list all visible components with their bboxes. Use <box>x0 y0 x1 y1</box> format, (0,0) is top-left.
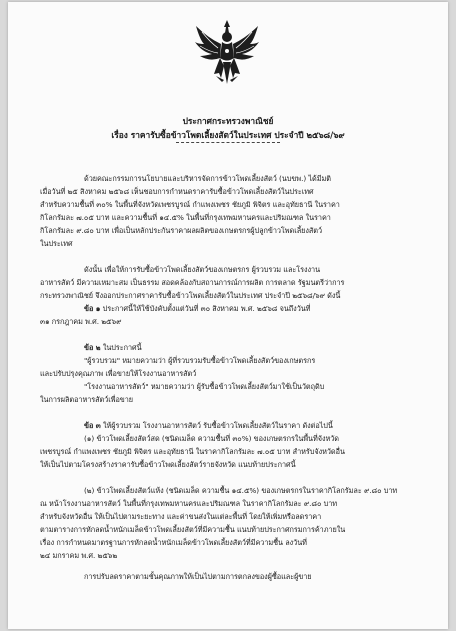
announcement-title: ประกาศกระทรวงพาณิชย์ <box>182 116 274 126</box>
intro-line: ในประเทศ <box>40 239 73 248</box>
clause-2-line: "ผู้รวบรวม" หมายความว่า ผู้ที่รวบรวมรับซื้อข้าวโพดเลี้ยงสัตว์ของเกษตรกร <box>84 356 316 365</box>
clause-3-line: (๑) ข้าวโพดเลี้ยงสัตว์สด (ชนิดเมล็ด ความชื้นที่ ๓๐%) ของเกษตรกรในพื้นที่จังหวัด <box>84 434 339 443</box>
announcement-subject <box>0 128 456 142</box>
therefore-line: ดังนั้น เพื่อให้การรับซื้อข้าวโพดเลี้ยงสัตว์ของเกษตรกร ผู้รวบรวม และโรงงาน <box>84 265 321 274</box>
clause-2-line: ในการผลิตอาหารสัตว์เพื่อขาย <box>40 395 134 404</box>
subject-text: ราคารับซื้อข้าวโพดเลี้ยงสัตว์ในประเทศ ประจำปี ๒๕๖๘/๖๙ <box>130 130 345 140</box>
subject-label: เรื่อง <box>111 130 128 140</box>
clause-1-text: ประกาศนี้ให้ใช้บังคับตั้งแต่วันที่ ๓๐ สิงหาคม พ.ศ. ๒๕๖๘ จนถึงวันที่ <box>102 304 311 313</box>
clause-2-title: ในประกาศนี้ <box>102 343 142 352</box>
intro-line: ด้วยคณะกรรมการนโยบายและบริหารจัดการข้าวโพดเลี้ยงสัตว์ (นบขพ.) ได้มีมติ <box>84 174 331 183</box>
clause-2-label: ข้อ ๒ <box>84 343 101 352</box>
clause-2-line: และปรับปรุงคุณภาพ เพื่อขายให้โรงงานอาหารสัตว์ <box>40 369 197 378</box>
clause-3-line: ตามตารางการหักลดน้ำหนักเมล็ดข้าวโพดเลี้ยงสัตว์ที่มีความชื้น แนบท้ายประกาศกรมการค้าภายใน <box>40 525 346 534</box>
clause-3-line: เรื่อง การกำหนดมาตรฐานการหักลดน้ำหนักเมล็ดข้าวโพดเลี้ยงสัตว์ที่มีความชื้น ลงวันที่ <box>40 538 307 547</box>
clause-1-label: ข้อ ๑ <box>84 304 101 313</box>
therefore-line: กระทรวงพาณิชย์ จึงออกประกาศราคารับซื้อข้าวโพดเลี้ยงสัตว์ในประเทศ ประจำปี ๒๕๖๘/๖๙ ดังนี้ <box>40 291 341 300</box>
therefore-line: อาหารสัตว์ มีความเหมาะสม เป็นธรรม สอดคล้องกับสถานการณ์การผลิต การตลาด รัฐมนตรีว่าการ <box>40 278 345 287</box>
clause-3-line: ให้เป็นไปตามโครงสร้างราคารับซื้อข้าวโพดเลี้ยงสัตว์รายจังหวัด แนบท้ายประกาศนี้ <box>40 460 296 469</box>
clause-3-label: ข้อ ๓ <box>84 421 101 430</box>
intro-line: เมื่อวันที่ ๒๕ สิงหาคม ๒๕๖๘ เห็นชอบการกำหนดราคารับซื้อข้าวโพดเลี้ยงสัตว์ในประเทศ <box>40 187 314 196</box>
document-page <box>8 2 448 629</box>
clause-3-line: (๒) ข้าวโพดเลี้ยงสัตว์แห้ง (ชนิดเมล็ด ความชื้น ๑๔.๕%) ของเกษตรกรในราคากิโลกรัมละ ๙.๘๐ บาท <box>84 486 398 495</box>
clause-3-heading <box>84 421 333 430</box>
clause-1-line: ๓๑ กรกฎาคม พ.ศ. ๒๕๖๙ <box>40 317 122 326</box>
clause-2-line: "โรงงานอาหารสัตว์" หมายความว่า ผู้รับซื้อข้าวโพดเลี้ยงสัตว์มาใช้เป็นวัตถุดิบ <box>84 382 325 391</box>
garuda-emblem-icon <box>194 18 260 88</box>
intro-line: สำหรับความชื้นที่ ๓๐% ในพื้นที่จังหวัดเพชรบูรณ์ กำแพงเพชร ชัยภูมิ พิจิตร และอุทัยธานี ในราคา <box>40 200 340 209</box>
clause-3-line: เพชรบูรณ์ กำแพงเพชร ชัยภูมิ พิจิตร และอุทัยธานี ในราคากิโลกรัมละ ๗.๐๕ บาท สำหรับจังหวัดอื่น <box>40 447 345 456</box>
clause-3-line: ณ หน้าโรงงานอาหารสัตว์ ในพื้นที่กรุงเทพมหานครและปริมณฑล ในราคากิโลกรัมละ ๙.๘๐ บาท <box>40 499 338 508</box>
clause-3-line: ๒๔ มกราคม พ.ศ. ๒๕๖๒ <box>40 551 118 560</box>
footer-line: การปรับลดราคาตามชั้นคุณภาพให้เป็นไปตามการตกลงของผู้ซื้อและผู้ขาย <box>84 572 312 581</box>
title-divider <box>176 142 280 143</box>
intro-line: กิโลกรัมละ ๙.๘๐ บาท เพื่อเป็นหลักประกันราคาผลผลิตของเกษตรกรผู้ปลูกข้าวโพดเลี้ยงสัตว์ <box>40 226 322 235</box>
clause-2-heading <box>84 343 142 352</box>
clause-3-text: ให้ผู้รวบรวม โรงงานอาหารสัตว์ รับซื้อข้าวโพดเลี้ยงสัตว์ในราคา ดังต่อไปนี้ <box>102 421 333 430</box>
clause-3-line: สำหรับจังหวัดอื่น ให้เป็นไปตามระยะทาง และค่าขนส่งในแต่ละพื้นที่ โดยให้เพิ่มหรือลดราคา <box>40 512 322 521</box>
clause-1-line <box>84 304 310 313</box>
intro-line: กิโลกรัมละ ๗.๐๕ บาท และความชื้นที่ ๑๔.๕% ในพื้นที่กรุงเทพมหานครและปริมณฑล ในราคา <box>40 213 331 222</box>
